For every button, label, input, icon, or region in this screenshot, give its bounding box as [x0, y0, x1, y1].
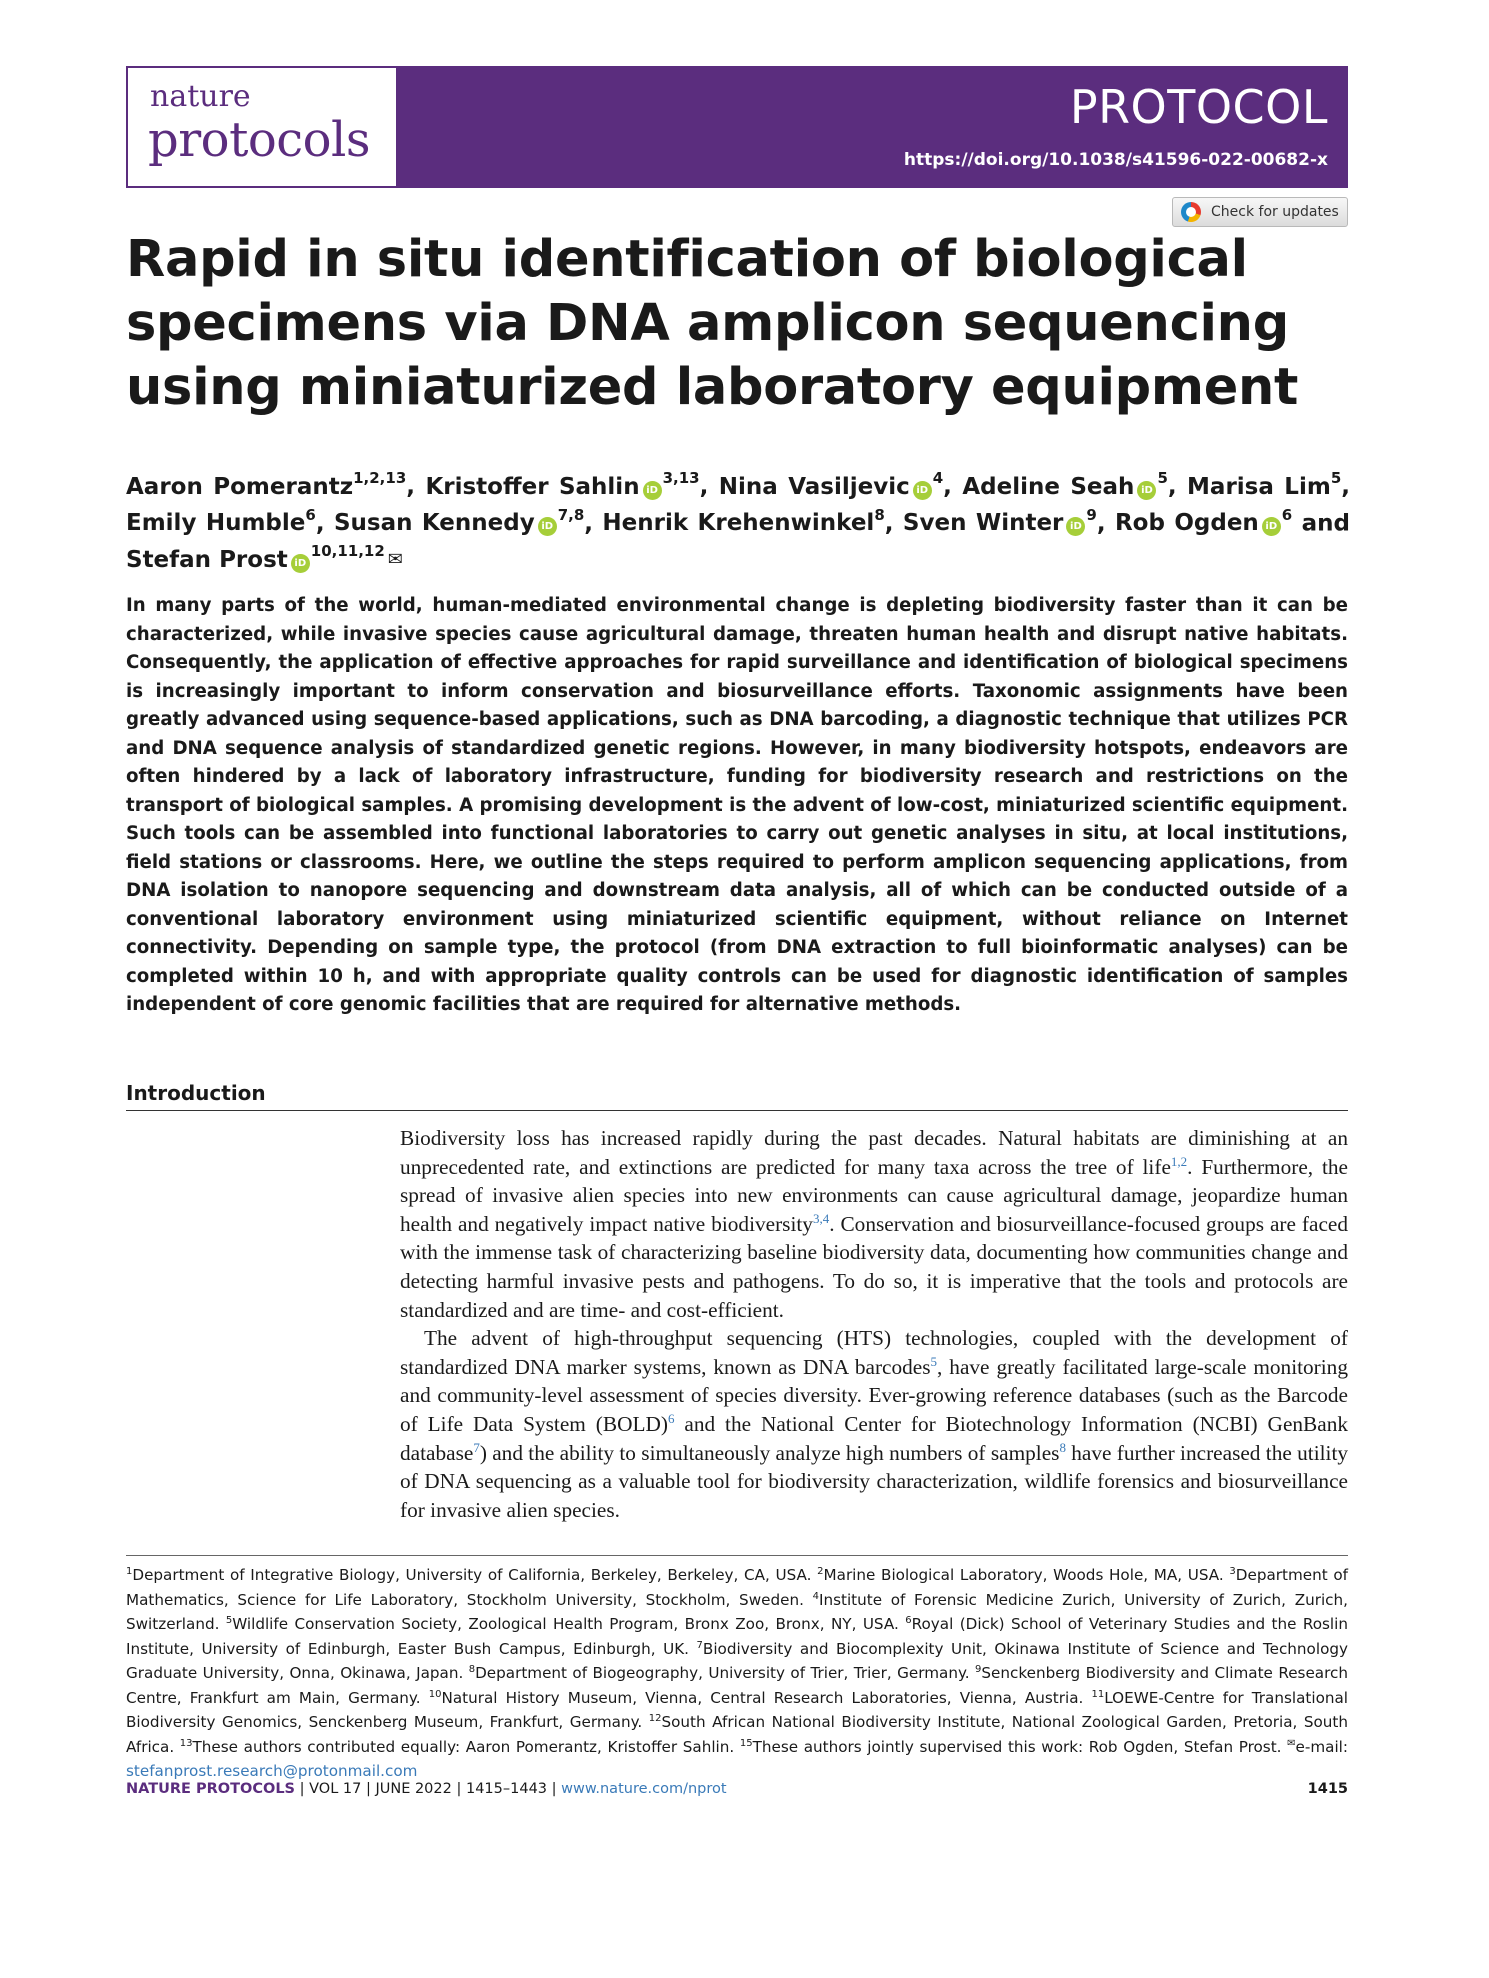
affiliation-text: Institute of Forensic Medicine Zurich, University of Zurich, Zurich, Switzerland. [126, 1590, 1348, 1633]
logo-protocols-text: protocols [148, 112, 371, 168]
citation-link[interactable]: 7 [473, 1439, 480, 1455]
author-separator: , [884, 510, 894, 537]
footer-journal: NATURE PROTOCOLS [126, 1781, 296, 1797]
author-name[interactable]: Aaron Pomerantz$^{1,2,13}$ [126, 469, 407, 500]
author-affiliation-sup: 9 [1086, 505, 1097, 524]
orcid-icon[interactable]: iD [1262, 517, 1281, 536]
body-text-span: , have greatly facilitated large-scale monitoring and community-level assessment of species diversity. Ever-growing reference databases (such as the Barcode of Life Data System (BOLD) [400, 1354, 1348, 1436]
citation-link[interactable]: 5 [930, 1353, 938, 1369]
author-name[interactable]: Sven Winter $iD^9$ [902, 505, 1097, 537]
affiliation-text: e-mail: [1295, 1737, 1348, 1756]
author-name[interactable]: Nina Vasiljevic $iD^4$ [718, 469, 944, 500]
affiliation-sup: 8 [468, 1664, 476, 1675]
author-name[interactable]: Rob Ogden $iD^6$ [1114, 505, 1293, 537]
affiliation-sup: 15 [739, 1737, 753, 1749]
footer-separator: | [547, 1781, 562, 1797]
author-name[interactable]: Adeline Seah $iD^5$ [962, 469, 1168, 500]
affiliation-sup: 9 [975, 1664, 982, 1675]
orcid-icon[interactable]: iD [1066, 517, 1085, 536]
affiliations-divider [126, 1555, 1348, 1556]
body-text-span: Biodiversity loss has increased rapidly during the past decades. Natural habitats are diminishing at an unprecedented rate, and extinctions are predicted for many taxa across the tree of life [400, 1126, 1348, 1179]
doi-link[interactable]: https://doi.org/10.1038/s41596-022-00682-x [903, 150, 1328, 170]
paragraph-1 [400, 1124, 1348, 1324]
author-name[interactable]: Henrik Krehenwinkel$^8$ [602, 505, 885, 537]
affiliation-sup: 13 [179, 1737, 193, 1749]
orcid-icon[interactable]: iD [1137, 481, 1156, 500]
author-affiliation-sup: 6 [1281, 505, 1293, 524]
section-heading-introduction: Introduction [126, 1081, 266, 1105]
author-separator: , [699, 473, 709, 500]
author-affiliation-sup: 4 [932, 469, 944, 487]
article-title: Rapid in situ identification of biological specimens via DNA amplicon sequencing using miniaturized laboratory equipment [126, 230, 1299, 417]
footer-volume: VOL 17 [309, 1781, 362, 1797]
author-separator: , [1341, 473, 1351, 500]
author-separator: , [406, 473, 416, 500]
affiliation-text: LOEWE-Centre for Translational Biodiversity Genomics, Senckenberg Museum, Frankfurt, Germany. [126, 1688, 1349, 1731]
affiliation-sup: 11 [1091, 1688, 1105, 1700]
affiliation-text: Wildlife Conservation Society, Zoological Health Program, Bronx Zoo, Bronx, NY, USA. [232, 1615, 906, 1633]
author-list [126, 465, 1350, 575]
crossmark-icon [1181, 202, 1201, 222]
footer-date-pages: JUNE 2022 | 1415–1443 [375, 1781, 548, 1797]
affiliation-text: Department of Integrative Biology, University of California, Berkeley, Berkeley, CA, USA. [132, 1566, 818, 1584]
affiliation-sup: 2 [817, 1566, 824, 1577]
author-affiliation-sup: 6 [305, 505, 316, 524]
body-text-span: have further increased the utility of DNA sequencing as a valuable tool for biodiversity characterization, wildlife forensics and biosurveillance for invasive alien species. [400, 1440, 1349, 1522]
author-affiliation-sup: 5 [1157, 469, 1168, 487]
paragraph-2 [400, 1324, 1348, 1524]
footer-separator: | [361, 1781, 376, 1797]
journal-logo[interactable] [126, 66, 398, 188]
affiliation-sup: 7 [696, 1639, 703, 1651]
page-number: 1415 [1307, 1781, 1348, 1797]
author-separator: and [1292, 510, 1350, 537]
affiliation-text: Department of Biogeography, University of Trier, Trier, Germany. [475, 1664, 976, 1682]
affiliation-text: Natural History Museum, Vienna, Central Research Laboratories, Vienna, Austria. [441, 1688, 1092, 1707]
citation-link[interactable]: 6 [667, 1410, 675, 1426]
affiliation-text: Marine Biological Laboratory, Woods Hole, MA, USA. [823, 1566, 1230, 1584]
affiliation-sup: 6 [905, 1615, 912, 1626]
author-separator: , [315, 510, 325, 537]
affiliation-sup: 5 [225, 1615, 233, 1626]
introduction-body [400, 1124, 1348, 1524]
author-separator: , [584, 510, 594, 537]
article-type: PROTOCOL [1069, 80, 1328, 134]
affiliation-text: Biodiversity and Biocomplexity Unit, Okinawa Institute of Science and Technology Graduate University, Onna, Okinawa, Japan. [126, 1639, 1348, 1682]
author-affiliation-sup: 7,8 [557, 505, 585, 524]
author-name[interactable]: Stefan Prost iD$^{10,11,12}$ ✉ [126, 542, 403, 573]
author-affiliation-sup: 3,13 [662, 469, 700, 487]
orcid-icon[interactable]: iD [538, 517, 557, 536]
affiliation-sup: 12 [648, 1713, 662, 1724]
affiliation-text: These authors contributed equally: Aaron Pomerantz, Kristoffer Sahlin. [192, 1737, 740, 1756]
author-affiliation-sup: 8 [874, 505, 885, 524]
orcid-icon[interactable]: iD [291, 554, 310, 573]
citation-link[interactable]: 1,2 [1170, 1153, 1188, 1169]
orcid-icon[interactable]: iD [913, 481, 932, 500]
affiliation-text: Senckenberg Biodiversity and Climate Research Centre, Frankfurt am Main, Germany. [126, 1664, 1348, 1707]
author-name[interactable]: Susan Kennedy iD$^{7,8}$ [333, 505, 585, 537]
abstract: In many parts of the world, human-mediated environmental change is depleting biodiversity faster than it can be characterized, while invasive species cause agricultural damage, threaten human health and disrupt native habitats. Consequently, the application of effective approaches for rapid surveillance and identification of biological specimens is increasingly important to inform conservation and biosurveillance efforts. Taxonomic assignments have been greatly advanced using sequence-based applications, such as DNA barcoding, a diagnostic technique that utilizes PCR and DNA sequence analysis of standardized genetic regions. However, in many biodiversity hotspots, endeavors are often hindered by a lack of laboratory infrastructure, funding for biodiversity research and restrictions on the transport of biological samples. A promising development is the advent of low-cost, miniaturized scientific equipment. Such tools can be assembled into functional laboratories to carry out genetic analyses in situ, at local institutions, field stations or classrooms. Here, we outline the steps required to perform amplicon sequencing applications, from DNA isolation to nanopore sequencing and downstream data analysis, all of which can be conducted outside of a conventional laboratory environment using miniaturized scientific equipment, without reliance on Internet connectivity. Depending on sample type, the protocol (from DNA extraction to full bioinformatic analyses) can be completed within 10 h, and with appropriate quality controls can be used for diagnostic identification of samples independent of core genomic facilities that are required for alternative methods. [126, 595, 1348, 1015]
author-separator: , [1096, 510, 1106, 537]
check-for-updates-label: Check for updates [1211, 204, 1339, 220]
affiliations [126, 1563, 1348, 1784]
affiliation-text: South African National Biodiversity Institute, National Zoological Garden, Pretoria, South Africa. [126, 1713, 1348, 1756]
affiliation-sup: ✉ [1287, 1737, 1296, 1749]
author-affiliation-sup: 1,2,13 [353, 469, 407, 487]
body-text-span: The advent of high-throughput sequencing (HTS) technologies, coupled with the development of standardized DNA marker systems, known as DNA barcodes [400, 1326, 1348, 1379]
affiliation-sup: 3 [1229, 1566, 1236, 1577]
journal-header [126, 66, 1348, 188]
orcid-icon[interactable]: iD [643, 481, 662, 500]
author-separator: , [1167, 473, 1177, 500]
citation-link[interactable]: 3,4 [812, 1210, 830, 1226]
author-affiliation-sup: 5 [1330, 469, 1342, 487]
affiliation-text: Department of Mathematics, Science for Life Laboratory, Stockholm University, Stockholm, Sweden. [126, 1566, 1348, 1609]
affiliation-sup: 1 [126, 1566, 133, 1577]
email-link[interactable]: stefanprost.research@protonmail.com [126, 1762, 418, 1780]
footer-url-link[interactable]: www.nature.com/nprot [561, 1781, 727, 1797]
email-icon[interactable]: ✉ [387, 548, 403, 570]
body-text-span: and the National Center for Biotechnology Information (NCBI) GenBank database [400, 1411, 1348, 1465]
affiliation-sup: 10 [428, 1688, 442, 1700]
affiliation-text: These authors jointly supervised this work: Rob Ogden, Stefan Prost. [752, 1737, 1288, 1756]
check-for-updates-button[interactable] [1172, 197, 1348, 227]
page-footer [126, 1781, 1348, 1797]
logo-nature-text: nature [150, 79, 251, 114]
body-text-span: ) and the ability to simultaneously analyze high numbers of samples [479, 1440, 1060, 1465]
author-affiliation-sup: 10,11,12 [310, 542, 385, 561]
author-name[interactable]: Kristoffer Sahlin iD$^{3,13}$ [425, 469, 700, 500]
footer-separator: | [295, 1781, 310, 1797]
citation-link[interactable]: 8 [1059, 1439, 1066, 1455]
body-text-span: . Furthermore, the spread of invasive alien species into new environments can cause agricultural damage, jeopardize human health and negatively impact native biodiversity [400, 1154, 1348, 1236]
affiliation-sup: 4 [812, 1590, 819, 1602]
affiliation-text: Royal (Dick) School of Veterinary Studies and the Roslin Institute, University of Edinburgh, Easter Bush Campus, Edinburgh, UK. [126, 1615, 1348, 1658]
author-name[interactable]: Marisa Lim$^5$ [1187, 469, 1342, 500]
body-text-span: . Conservation and biosurveillance-focused groups are faced with the immense task of characterizing baseline biodiversity data, documenting how communities change and detecting harmful invasive pests and pathogens. To do so, it is imperative that the tools and protocols are standardized and are time- and cost-efficient. [400, 1211, 1349, 1322]
header-banner [398, 66, 1348, 188]
author-name[interactable]: Emily Humble$^6$ [126, 505, 316, 537]
section-divider [126, 1110, 1348, 1111]
author-separator: , [943, 473, 952, 500]
